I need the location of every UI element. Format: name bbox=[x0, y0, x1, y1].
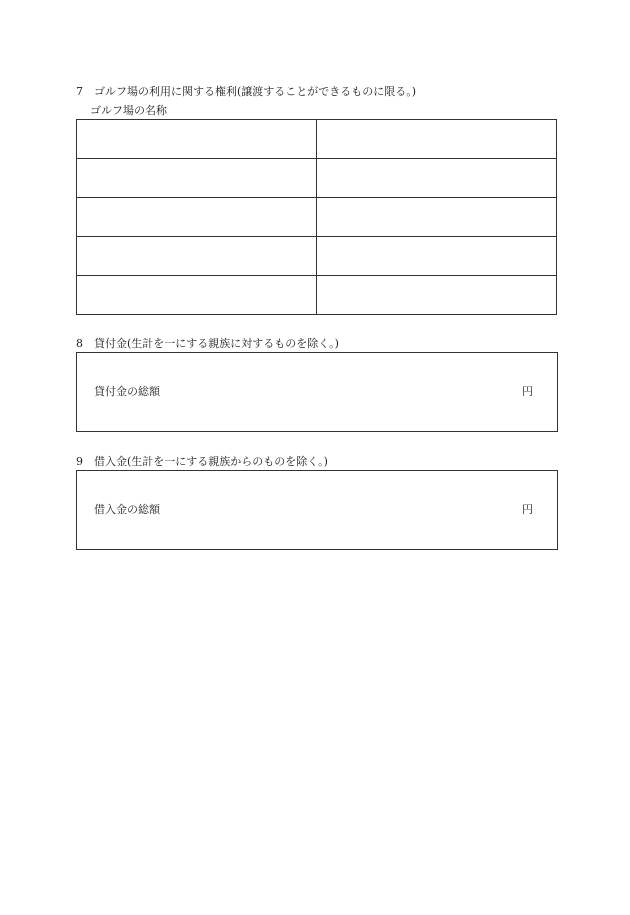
golf-course-detail-cell[interactable] bbox=[317, 198, 557, 237]
loans-payable-box[interactable] bbox=[76, 470, 558, 550]
yen-unit-label: 円 bbox=[522, 503, 533, 516]
golf-course-name-cell[interactable] bbox=[77, 120, 317, 159]
table-row bbox=[77, 198, 557, 237]
golf-course-name-cell[interactable] bbox=[77, 198, 317, 237]
section-7-heading bbox=[76, 85, 416, 99]
golf-course-detail-cell[interactable] bbox=[317, 159, 557, 198]
section-9-title: 借入金(生計を一にする親族からのものを除く。) bbox=[94, 455, 328, 468]
section-8-title: 貸付金(生計を一にする親族に対するものを除く。) bbox=[94, 337, 339, 350]
golf-course-name-cell[interactable] bbox=[77, 159, 317, 198]
section-8-heading bbox=[76, 337, 339, 351]
loans-receivable-box[interactable] bbox=[76, 352, 558, 432]
loans-receivable-total-label: 貸付金の総額 bbox=[94, 385, 160, 398]
yen-unit-label: 円 bbox=[522, 385, 533, 398]
golf-course-detail-cell[interactable] bbox=[317, 120, 557, 159]
golf-course-name-label: ゴルフ場の名称 bbox=[90, 104, 167, 117]
golf-course-detail-cell[interactable] bbox=[317, 237, 557, 276]
section-8-number: 8 bbox=[76, 337, 83, 350]
section-7-number: 7 bbox=[76, 85, 83, 98]
table-row bbox=[77, 159, 557, 198]
table-row bbox=[77, 237, 557, 276]
table-row bbox=[77, 120, 557, 159]
golf-course-name-cell[interactable] bbox=[77, 237, 317, 276]
loans-payable-total-label: 借入金の総額 bbox=[94, 503, 160, 516]
section-9-heading bbox=[76, 455, 328, 469]
section-7-title: ゴルフ場の利用に関する権利(譲渡することができるものに限る。) bbox=[94, 85, 417, 98]
golf-course-name-cell[interactable] bbox=[77, 276, 317, 315]
section-9-number: 9 bbox=[76, 455, 83, 468]
table-row bbox=[77, 276, 557, 315]
golf-course-detail-cell[interactable] bbox=[317, 276, 557, 315]
golf-course-table bbox=[76, 119, 557, 315]
